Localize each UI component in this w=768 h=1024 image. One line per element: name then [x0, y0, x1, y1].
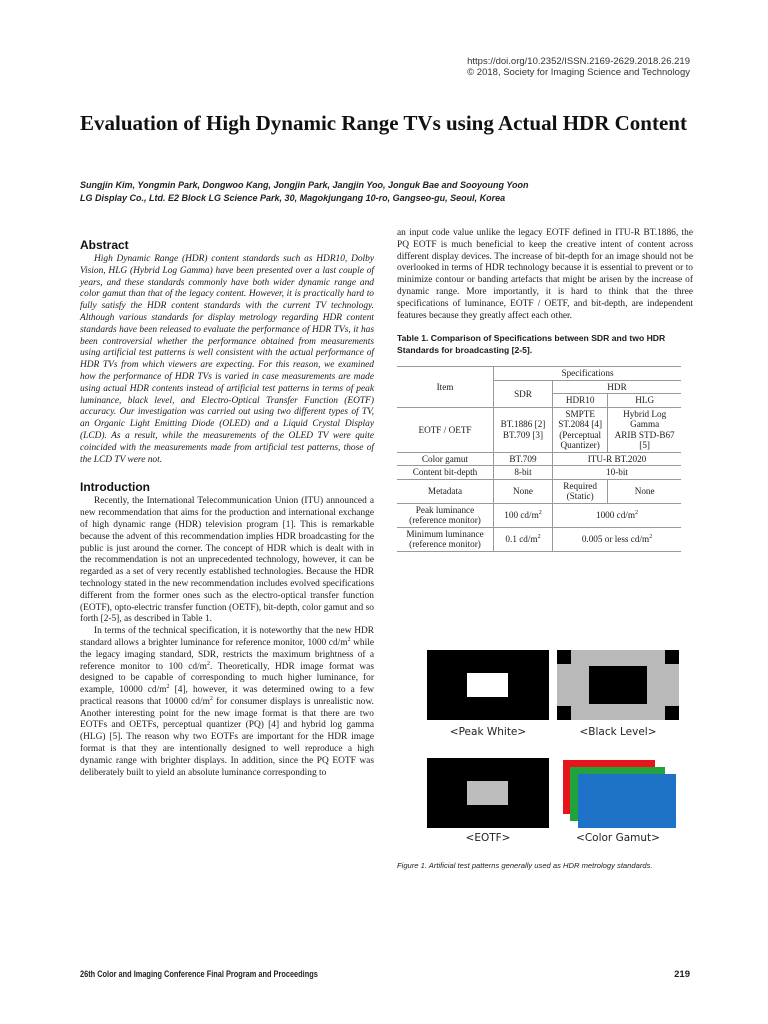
- footer-proceedings: 26th Color and Imaging Conference Final Program and Proceedings: [80, 969, 318, 979]
- table-cell: ITU-R BT.2020: [553, 452, 682, 466]
- table-header-hdr10: HDR10: [553, 394, 608, 408]
- table-cell: 1000 $cd/m^2$: [553, 503, 682, 527]
- left-column: [80, 238, 374, 779]
- doi-link[interactable]: https://doi.org/10.2352/ISSN.2169-2629.2018.26.219: [467, 56, 690, 67]
- table-row: [397, 452, 681, 466]
- table-header-hdr: HDR: [553, 380, 682, 394]
- test-pattern-figure: [427, 650, 679, 850]
- abstract-text: High Dynamic Range (HDR) content standards such as HDR10, Dolby Vision, HLG (Hybrid Log Gamma) have been presented over a last couple of years, and these standards commonly have both wider dynamic range and color gamut than that of the legacy content. However, it is practically hard to fully satisfy the HDR content standards with the current TV technology. Although various standards for display metrology regarding HDR content standards have been released to evaluate the performance of HDR TVs, it has been controversial whether the performance obtained from measurements using artificial test patterns is well consistent with the actual performance of HDR TVs from which viewers are expecting. For this reason, we examined how the performance of HDR TVs is varied in case measurements are made using actual HDR contents instead of artificial test patterns in terms of peak luminance, black level, and Electro-Optical Transfer Function (EOTF) accuracy. Our investigation was carried out using two different types of TV, an Organic Light Emitting Diode (OLED) and a Liquid Crystal Display (LCD). As a result, while the measurements of the OLED TV were quite coincided with the measurements made from artificial test patterns, those of the LCD TV were not.: [80, 254, 374, 465]
- label-color-gamut: <Color Gamut>: [576, 832, 660, 844]
- table-row: [397, 527, 681, 551]
- authors: Sungjin Kim, Yongmin Park, Dongwoo Kang, Jongjin Park, Jangjin Yoo, Jonguk Bae and Sooyoung Yoon: [80, 180, 529, 190]
- table-cell: Color gamut: [397, 452, 494, 466]
- gray-patch: [467, 781, 508, 805]
- table-cell: 8-bit: [494, 466, 553, 480]
- table-cell: BT.1886 [2] BT.709 [3]: [494, 407, 553, 452]
- table-row: [397, 479, 681, 503]
- table-cell: EOTF / OETF: [397, 407, 494, 452]
- table-row: [397, 466, 681, 480]
- black-level-pattern: [557, 650, 679, 720]
- copyright: © 2018, Society for Imaging Science and Technology: [467, 67, 690, 78]
- eotf-pattern: [427, 758, 549, 828]
- table-header-sdr: SDR: [494, 380, 553, 407]
- label-eotf: <EOTF>: [465, 832, 511, 844]
- table-row: [397, 407, 681, 452]
- peak-white-pattern: [427, 650, 549, 720]
- table-cell: None: [494, 479, 553, 503]
- black-patch: [589, 666, 647, 704]
- table-header-specs: Specifications: [494, 367, 682, 381]
- label-black-level: <Black Level>: [579, 726, 657, 738]
- label-peak-white: <Peak White>: [449, 726, 527, 738]
- table-row: [397, 367, 681, 381]
- intro-paragraph-2: In terms of the technical specification, it is noteworthy that the new HDR standard allows a brighter luminance for reference monitor, 1000 $cd/m^2$ while the legacy imaging standard, SDR, restricts the maximum brightness of a reference monitor to 100 $cd/m^2$. Theoretically, HDR image format was designed to be capable of corresponding to much higher luminance, for example, 10000 $cd/m^2$ [4], however, it was determined owing to a few practical reasons that 10000 $cd/m^2$ for consumer displays is unrealistic now. Another interesting point for the new image format is that there are two EOTFs and OETFs, perceptual quantizer (PQ) [4] and hybrid log gamma (HLG) [5]. The reason why two EOTFs are important for the HDR image format is that they are intentionally designed to well reproduce a high dynamic range with brighter displays. In addition, since the PQ EOTF was deliberately built to yield an absolute luminance corresponding to: [80, 626, 374, 778]
- right-paragraph: an input code value unlike the legacy EOTF defined in ITU-R BT.1886, the PQ EOTF is much beneficial to keep the creative intent of content across different display devices. The increase of bit-depth for an image should not be overlooked in terms of HDR technology because it is essential to prevent or to minimize contour or banding artefacts that might be arisen by the increase of dynamic range. More importantly, it is hard to think that the three specifications of luminance, EOTF / OETF, and bit-depth, are independent features because they greatly affect each other.: [397, 228, 693, 321]
- introduction-heading: Introduction: [80, 480, 150, 495]
- white-patch: [467, 673, 508, 697]
- blue-patch: [578, 774, 676, 828]
- table-cell: None: [608, 479, 681, 503]
- table-cell: 10-bit: [553, 466, 682, 480]
- table-cell: Required (Static): [553, 479, 608, 503]
- author-block: [80, 179, 700, 205]
- table-caption: Table 1. Comparison of Specifications between SDR and two HDR Standards for broadcasting [2-5].: [397, 333, 666, 356]
- table-cell: SMPTE ST.2084 [4] (Perceptual Quantizer): [553, 407, 608, 452]
- table-cell: Peak luminance (reference monitor): [397, 503, 494, 527]
- table-row: [397, 503, 681, 527]
- table-cell: Metadata: [397, 479, 494, 503]
- affiliation: LG Display Co., Ltd. E2 Block LG Science Park, 30, Magokjungang 10-ro, Gangseo-gu, Seoul, Korea: [80, 193, 506, 203]
- table-cell: Minimum luminance (reference monitor): [397, 527, 494, 551]
- paper-title: Evaluation of High Dynamic Range TVs using Actual HDR Content: [80, 111, 687, 135]
- intro-paragraph-1: Recently, the International Telecommunication Union (ITU) announced a new recommendation that aims for the production and international exchange of high dynamic range (HDR) television program [1]. This is remarkable because the advent of this recommendation implies HDR broadcasting for the public is just around the corner. The concept of HDR which is dealt with in the recommendation is not an unprecedented technology, however, it can be regarded as a set of very recently established technologies. Because the HDR technology stated in the new recommendation includes evolved specifications different from the former ones such as the electro-optical transfer function (EOTF), opto-electric transfer function (OETF), bit-depth, color gamut and so forth [2-5], as described in Table 1.: [80, 496, 374, 625]
- spec-table: [397, 366, 681, 552]
- table-cell: Content bit-depth: [397, 466, 494, 480]
- figure-caption: Figure 1. Artificial test patterns generally used as HDR metrology standards.: [397, 861, 653, 870]
- table-cell: BT.709: [494, 452, 553, 466]
- doi-header: [467, 56, 690, 78]
- abstract-heading: Abstract: [80, 238, 129, 252]
- table-cell: Hybrid Log Gamma ARIB STD-B67 [5]: [608, 407, 681, 452]
- table-cell: 100 $cd/m^2$: [494, 503, 553, 527]
- table-header-item: Item: [397, 367, 494, 408]
- table-header-hlg: HLG: [608, 394, 681, 408]
- right-column: [397, 228, 693, 552]
- page-number: 219: [674, 969, 690, 980]
- table-cell: 0.1 $cd/m^2$: [494, 527, 553, 551]
- table-cell: 0.005 or less $cd/m^2$: [553, 527, 682, 551]
